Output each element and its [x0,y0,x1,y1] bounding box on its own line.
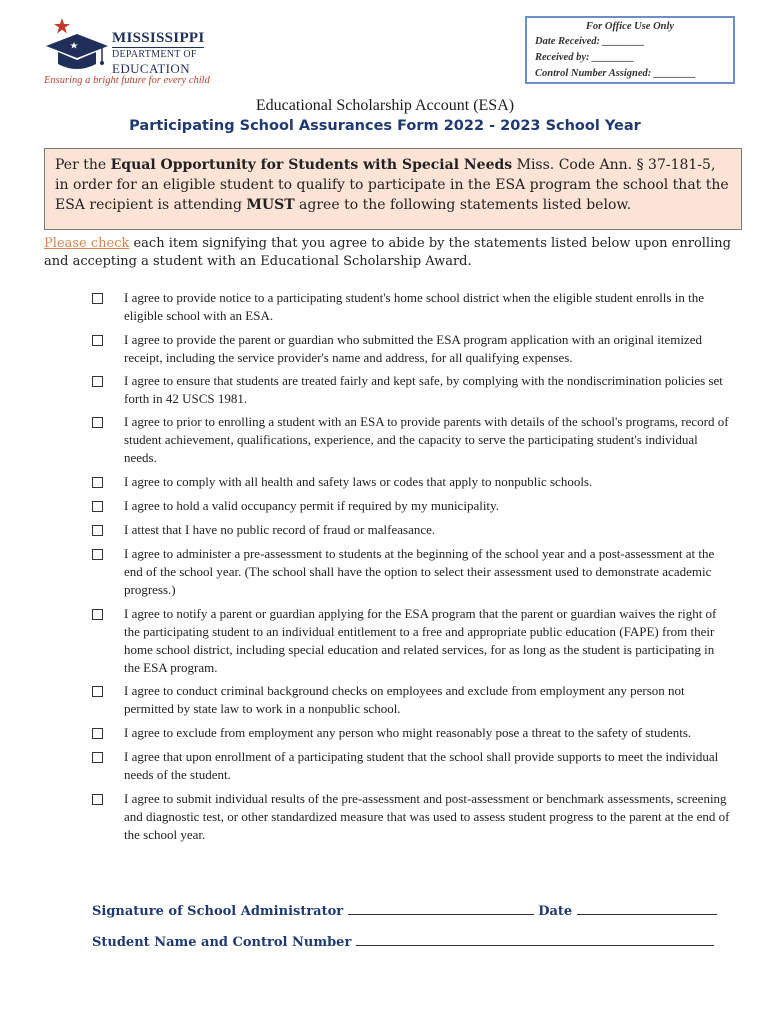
student-label: Student Name and Control Number [92,935,352,950]
signature-field[interactable] [348,902,534,915]
assurance-checkbox[interactable] [92,752,103,763]
assurance-checkbox[interactable] [92,335,103,346]
student-name-field[interactable] [356,933,714,946]
assurance-text: I agree to conduct criminal background checks on employees and exclude from employment any person not permitted by state law to work in a nonpublic school. [124,683,685,716]
assurance-item [92,372,732,408]
notice-must: MUST [246,197,295,213]
instructions [44,235,744,271]
office-use-heading: For Office Use Only [585,21,675,32]
assurance-text: I agree to ensure that students are treated fairly and kept safe, by complying with the nondiscrimination policies set forth in 42 USCS 1981. [124,373,723,406]
assurance-item [92,521,732,539]
instructions-text: each item signifying that you agree to abide by the statements listed below upon enrolling and accepting a student with an Educational Scholarship Award. [44,236,731,269]
assurance-item [92,748,732,784]
office-use-box [525,16,735,84]
assurance-text: I agree that upon enrollment of a participating student that the school shall provide supports to meet the individual needs of the student. [124,749,719,782]
date-received-field[interactable]: Date Received: ________ [535,36,645,47]
graduation-cap-icon [44,16,110,74]
logo-line2: DEPARTMENT OF [112,49,197,60]
assurance-item [92,790,732,844]
assurance-text: I agree to provide notice to a participating student's home school district when the eligible student enrolls in the eligible school with an ESA. [124,290,704,323]
date-label: Date [538,904,573,919]
signature-row [92,902,732,919]
assurance-item [92,497,732,515]
date-field[interactable] [577,902,717,915]
mde-logo [44,16,214,86]
assurance-item [92,545,732,599]
assurance-checkbox[interactable] [92,417,103,428]
logo-line3: EDUCATION [112,61,190,76]
assurance-item [92,413,732,467]
assurance-checkbox[interactable] [92,525,103,536]
statute-notice [44,148,742,230]
received-by-field[interactable]: Received by: ________ [535,52,635,63]
logo-line1: MISSISSIPPI [112,30,205,46]
signature-label: Signature of School Administrator [92,904,344,919]
assurance-item [92,331,732,367]
assurance-list [92,289,732,844]
instructions-highlight: Please check [44,236,130,251]
assurance-text: I agree to submit individual results of the pre-assessment and post-assessment or benchmark assessments, screening and diagnostic test, or other standardized measure that was used to assess student progress to the parent at the end of the school year. [124,791,730,842]
student-row [92,933,732,950]
page-subtitle: Participating School Assurances Form 2022 - 2023 School Year [129,118,641,134]
assurance-item [92,473,732,491]
assurance-checkbox[interactable] [92,501,103,512]
control-number-field[interactable]: Control Number Assigned: ________ [535,68,696,79]
assurance-item [92,605,732,677]
assurance-checkbox[interactable] [92,794,103,805]
logo-tagline: Ensuring a bright future for every child [44,75,210,86]
assurance-text: I agree to administer a pre-assessment to students at the beginning of the school year and a post-assessment at the end of the school year. (The school shall have the option to select their assessment used to demonstrate academic progress.) [124,546,715,597]
assurance-text: I agree to comply with all health and safety laws or codes that apply to nonpublic schools. [124,474,593,489]
assurance-item [92,724,732,742]
assurance-checkbox[interactable] [92,686,103,697]
assurance-checkbox[interactable] [92,609,103,620]
assurance-checkbox[interactable] [92,549,103,560]
assurance-checkbox[interactable] [92,728,103,739]
assurance-text: I agree to provide the parent or guardian who submitted the ESA program application with an original itemized receipt, including the service provider's name and address, for all qualifying expenses. [124,332,702,365]
assurance-checkbox[interactable] [92,293,103,304]
notice-text-1: Per the [55,157,111,173]
assurance-text: I agree to notify a parent or guardian applying for the ESA program that the parent or guardian waives the right of the participating student to an individual entitlement to a free and appropriate public education (FAPE) from their home school district, including special education and related services, for as long as the student is participating in the ESA program. [124,606,717,675]
assurance-checkbox[interactable] [92,376,103,387]
assurance-checkbox[interactable] [92,477,103,488]
notice-act-name: Equal Opportunity for Students with Special Needs [110,157,513,173]
assurance-item [92,682,732,718]
assurance-item [92,289,732,325]
assurance-text: I attest that I have no public record of fraud or malfeasance. [124,522,436,537]
assurance-text: I agree to exclude from employment any person who might reasonably pose a threat to the safety of students. [124,725,692,740]
notice-text-3: agree to the following statements listed below. [294,197,632,213]
page-title: Educational Scholarship Account (ESA) [255,97,515,114]
notice-text-2: Miss. Code Ann. § 37-181-5, in order for an eligible student to qualify to participate in the ESA program the school that the ESA recipient is attending [55,157,729,213]
assurance-text: I agree to hold a valid occupancy permit if required by my municipality. [124,498,499,513]
assurance-text: I agree to prior to enrolling a student with an ESA to provide parents with details of the school's programs, record of student achievement, qualifications, experience, and the capacity to serve the participating student's individual needs. [124,414,729,465]
